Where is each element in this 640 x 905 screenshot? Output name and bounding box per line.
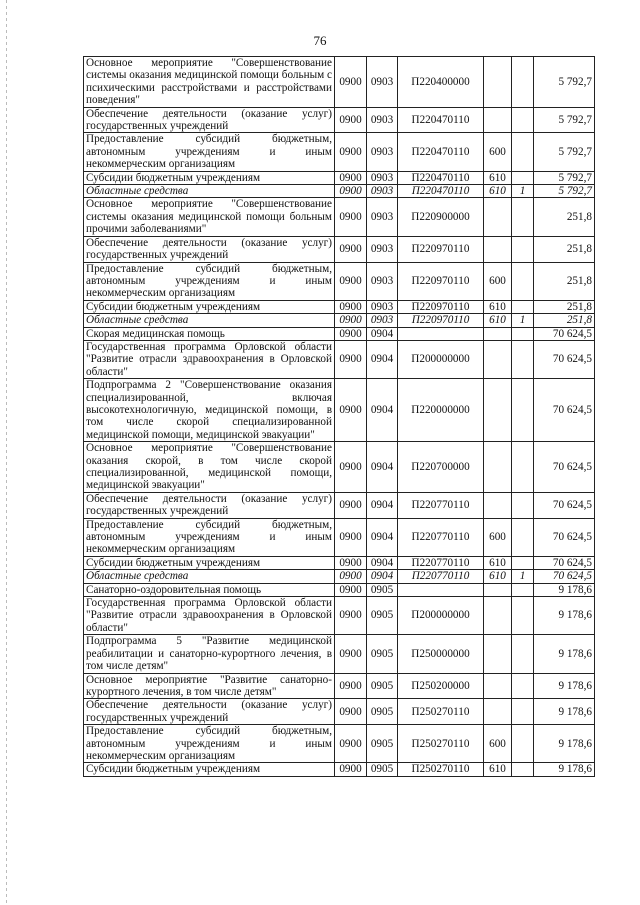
row-sum-cell: 9 178,6 — [534, 699, 595, 725]
row-sum-cell: 70 624,5 — [534, 340, 595, 378]
row-subsection-cell: 0905 — [367, 635, 398, 673]
row-section-cell: 0900 — [335, 262, 367, 300]
row-name-cell: Субсидии бюджетным учреждениям — [84, 763, 335, 776]
row-fund-source-cell — [512, 327, 534, 340]
row-section-cell: 0900 — [335, 314, 367, 327]
row-subsection-cell: 0905 — [367, 763, 398, 776]
page-number: 76 — [313, 33, 327, 48]
table-row — [84, 107, 595, 133]
row-name-cell: Предоставление субсидий бюджетным, автономным учреждениям и иным некоммерческим организациям — [84, 725, 335, 763]
row-sum-cell: 9 178,6 — [534, 583, 595, 596]
row-target-article-cell: П220000000 — [398, 379, 484, 442]
row-fund-source-cell — [512, 763, 534, 776]
row-name-cell: Обеспечение деятельности (оказание услуг) государственных учреждений — [84, 699, 335, 725]
table-row — [84, 379, 595, 442]
row-sum-cell: 5 792,7 — [534, 57, 595, 108]
row-target-article-cell: П220900000 — [398, 198, 484, 236]
row-section-cell: 0900 — [335, 236, 367, 262]
table-row — [84, 699, 595, 725]
row-subsection-cell: 0904 — [367, 340, 398, 378]
row-fund-source-cell — [512, 198, 534, 236]
row-target-article-cell — [398, 327, 484, 340]
row-target-article-cell: П250270110 — [398, 699, 484, 725]
row-name-cell: Основное мероприятие "Совершенствование системы оказания медицинской помощи больным с психическими расстройствами и расстройствами поведения" — [84, 57, 335, 108]
row-expense-type-cell: 610 — [484, 314, 512, 327]
row-fund-source-cell — [512, 725, 534, 763]
row-name-cell: Обеспечение деятельности (оказание услуг) государственных учреждений — [84, 492, 335, 518]
row-sum-cell: 70 624,5 — [534, 492, 595, 518]
row-name-cell: Обеспечение деятельности (оказание услуг) государственных учреждений — [84, 107, 335, 133]
row-target-article-cell: П220770110 — [398, 556, 484, 569]
row-name-cell: Предоставление субсидий бюджетным, автономным учреждениям и иным некоммерческим организациям — [84, 518, 335, 556]
row-expense-type-cell: 610 — [484, 300, 512, 313]
row-sum-cell: 70 624,5 — [534, 327, 595, 340]
table-row — [84, 236, 595, 262]
table-row — [84, 300, 595, 313]
row-target-article-cell: П200000000 — [398, 597, 484, 635]
row-fund-source-cell — [512, 171, 534, 184]
row-fund-source-cell — [512, 379, 534, 442]
table-row — [84, 262, 595, 300]
row-target-article-cell — [398, 583, 484, 596]
row-fund-source-cell — [512, 107, 534, 133]
row-fund-source-cell — [512, 492, 534, 518]
row-section-cell: 0900 — [335, 340, 367, 378]
row-section-cell: 0900 — [335, 300, 367, 313]
row-expense-type-cell — [484, 597, 512, 635]
row-name-cell: Подпрограмма 2 "Совершенствование оказания специализированной, включая высокотехнологичную, медицинской помощи, в том числе скорой специализированной медицинской помощи, медицинской эвакуации" — [84, 379, 335, 442]
row-section-cell: 0900 — [335, 725, 367, 763]
row-name-cell: Основное мероприятие "Совершенствование оказания скорой, в том числе скорой специализированной, медицинской помощи, медицинской эвакуации" — [84, 442, 335, 493]
row-sum-cell: 5 792,7 — [534, 133, 595, 171]
row-name-cell: Основное мероприятие "Совершенствование системы оказания медицинской помощи больным прочими заболеваниями" — [84, 198, 335, 236]
row-subsection-cell: 0903 — [367, 314, 398, 327]
row-target-article-cell: П220470110 — [398, 107, 484, 133]
row-target-article-cell: П220470110 — [398, 185, 484, 198]
row-subsection-cell: 0904 — [367, 379, 398, 442]
row-sum-cell: 5 792,7 — [534, 185, 595, 198]
row-subsection-cell: 0903 — [367, 262, 398, 300]
row-fund-source-cell — [512, 556, 534, 569]
row-name-cell: Обеспечение деятельности (оказание услуг) государственных учреждений — [84, 236, 335, 262]
row-expense-type-cell — [484, 673, 512, 699]
row-name-cell: Субсидии бюджетным учреждениям — [84, 556, 335, 569]
row-sum-cell: 9 178,6 — [534, 763, 595, 776]
row-subsection-cell: 0904 — [367, 492, 398, 518]
table-row — [84, 673, 595, 699]
row-expense-type-cell — [484, 699, 512, 725]
row-section-cell: 0900 — [335, 763, 367, 776]
row-sum-cell: 70 624,5 — [534, 379, 595, 442]
row-expense-type-cell — [484, 107, 512, 133]
row-section-cell: 0900 — [335, 198, 367, 236]
row-target-article-cell: П220970110 — [398, 314, 484, 327]
row-name-cell: Областные средства — [84, 314, 335, 327]
table-row — [84, 492, 595, 518]
row-section-cell: 0900 — [335, 379, 367, 442]
row-fund-source-cell — [512, 673, 534, 699]
row-section-cell: 0900 — [335, 635, 367, 673]
table-row — [84, 763, 595, 776]
row-name-cell: Предоставление субсидий бюджетным, автономным учреждениям и иным некоммерческим организациям — [84, 133, 335, 171]
row-target-article-cell: П220770110 — [398, 492, 484, 518]
row-expense-type-cell — [484, 198, 512, 236]
row-sum-cell: 251,8 — [534, 262, 595, 300]
table-row — [84, 725, 595, 763]
row-section-cell: 0900 — [335, 673, 367, 699]
row-expense-type-cell: 610 — [484, 570, 512, 583]
row-name-cell: Санаторно-оздоровительная помощь — [84, 583, 335, 596]
scan-edge-line — [6, 0, 7, 905]
row-sum-cell: 70 624,5 — [534, 518, 595, 556]
row-target-article-cell: П220770110 — [398, 570, 484, 583]
row-section-cell: 0900 — [335, 107, 367, 133]
row-name-cell: Областные средства — [84, 185, 335, 198]
table-row — [84, 57, 595, 108]
row-target-article-cell: П220970110 — [398, 236, 484, 262]
row-expense-type-cell — [484, 583, 512, 596]
row-section-cell: 0900 — [335, 327, 367, 340]
row-subsection-cell: 0905 — [367, 583, 398, 596]
row-section-cell: 0900 — [335, 699, 367, 725]
row-section-cell: 0900 — [335, 185, 367, 198]
row-subsection-cell: 0905 — [367, 597, 398, 635]
row-sum-cell: 70 624,5 — [534, 556, 595, 569]
row-target-article-cell: П220470110 — [398, 171, 484, 184]
row-fund-source-cell: 1 — [512, 314, 534, 327]
row-name-cell: Субсидии бюджетным учреждениям — [84, 300, 335, 313]
row-fund-source-cell — [512, 442, 534, 493]
row-sum-cell: 70 624,5 — [534, 442, 595, 493]
row-fund-source-cell — [512, 583, 534, 596]
row-expense-type-cell — [484, 492, 512, 518]
row-section-cell: 0900 — [335, 171, 367, 184]
row-sum-cell: 70 624,5 — [534, 570, 595, 583]
row-subsection-cell: 0903 — [367, 171, 398, 184]
row-expense-type-cell: 610 — [484, 763, 512, 776]
row-name-cell: Предоставление субсидий бюджетным, автономным учреждениям и иным некоммерческим организациям — [84, 262, 335, 300]
row-subsection-cell: 0903 — [367, 198, 398, 236]
table-row — [84, 442, 595, 493]
row-expense-type-cell — [484, 57, 512, 108]
row-name-cell: Государственная программа Орловской области "Развитие отрасли здравоохранения в Орловской области" — [84, 340, 335, 378]
row-target-article-cell: П220970110 — [398, 300, 484, 313]
table-row — [84, 597, 595, 635]
row-section-cell: 0900 — [335, 492, 367, 518]
row-section-cell: 0900 — [335, 556, 367, 569]
row-target-article-cell: П220400000 — [398, 57, 484, 108]
row-subsection-cell: 0904 — [367, 570, 398, 583]
row-target-article-cell: П200000000 — [398, 340, 484, 378]
row-section-cell: 0900 — [335, 57, 367, 108]
row-section-cell: 0900 — [335, 518, 367, 556]
row-target-article-cell: П220970110 — [398, 262, 484, 300]
row-subsection-cell: 0903 — [367, 300, 398, 313]
row-sum-cell: 9 178,6 — [534, 673, 595, 699]
row-expense-type-cell — [484, 236, 512, 262]
row-expense-type-cell — [484, 635, 512, 673]
row-name-cell: Основное мероприятие "Развитие санаторно-курортного лечения, в том числе детям" — [84, 673, 335, 699]
row-expense-type-cell: 610 — [484, 185, 512, 198]
row-sum-cell: 251,8 — [534, 314, 595, 327]
row-subsection-cell: 0903 — [367, 236, 398, 262]
row-target-article-cell: П250270110 — [398, 763, 484, 776]
row-sum-cell: 5 792,7 — [534, 171, 595, 184]
row-section-cell: 0900 — [335, 570, 367, 583]
row-subsection-cell: 0905 — [367, 673, 398, 699]
row-expense-type-cell: 600 — [484, 725, 512, 763]
row-fund-source-cell — [512, 236, 534, 262]
row-expense-type-cell — [484, 340, 512, 378]
table-row — [84, 556, 595, 569]
row-fund-source-cell — [512, 518, 534, 556]
row-fund-source-cell — [512, 635, 534, 673]
row-fund-source-cell — [512, 300, 534, 313]
row-sum-cell: 251,8 — [534, 300, 595, 313]
table-row — [84, 327, 595, 340]
row-fund-source-cell — [512, 57, 534, 108]
row-sum-cell: 9 178,6 — [534, 597, 595, 635]
row-expense-type-cell: 600 — [484, 518, 512, 556]
row-subsection-cell: 0903 — [367, 57, 398, 108]
table-row — [84, 570, 595, 583]
row-fund-source-cell — [512, 133, 534, 171]
row-expense-type-cell — [484, 442, 512, 493]
row-subsection-cell: 0903 — [367, 107, 398, 133]
row-expense-type-cell: 600 — [484, 262, 512, 300]
row-subsection-cell: 0903 — [367, 185, 398, 198]
row-subsection-cell: 0904 — [367, 518, 398, 556]
table-row — [84, 198, 595, 236]
row-target-article-cell: П250200000 — [398, 673, 484, 699]
row-name-cell: Подпрограмма 5 "Развитие медицинской реабилитации и санаторно-курортного лечения, в том числе детям" — [84, 635, 335, 673]
table-row — [84, 185, 595, 198]
row-name-cell: Областные средства — [84, 570, 335, 583]
row-subsection-cell: 0904 — [367, 327, 398, 340]
row-target-article-cell: П220470110 — [398, 133, 484, 171]
row-section-cell: 0900 — [335, 442, 367, 493]
row-section-cell: 0900 — [335, 133, 367, 171]
row-fund-source-cell — [512, 262, 534, 300]
table-row — [84, 171, 595, 184]
row-subsection-cell: 0905 — [367, 699, 398, 725]
row-sum-cell: 9 178,6 — [534, 725, 595, 763]
row-fund-source-cell: 1 — [512, 185, 534, 198]
row-subsection-cell: 0904 — [367, 556, 398, 569]
row-fund-source-cell: 1 — [512, 570, 534, 583]
table-row — [84, 635, 595, 673]
row-target-article-cell: П250000000 — [398, 635, 484, 673]
row-subsection-cell: 0903 — [367, 133, 398, 171]
row-expense-type-cell — [484, 379, 512, 442]
row-expense-type-cell: 610 — [484, 556, 512, 569]
row-section-cell: 0900 — [335, 583, 367, 596]
row-sum-cell: 5 792,7 — [534, 107, 595, 133]
row-sum-cell: 251,8 — [534, 236, 595, 262]
row-target-article-cell: П220770110 — [398, 518, 484, 556]
table-row — [84, 314, 595, 327]
table-body — [84, 57, 595, 777]
row-name-cell: Субсидии бюджетным учреждениям — [84, 171, 335, 184]
row-target-article-cell: П220700000 — [398, 442, 484, 493]
table-row — [84, 133, 595, 171]
row-sum-cell: 9 178,6 — [534, 635, 595, 673]
row-expense-type-cell: 600 — [484, 133, 512, 171]
budget-table — [83, 56, 595, 777]
row-name-cell: Государственная программа Орловской области "Развитие отрасли здравоохранения в Орловской области" — [84, 597, 335, 635]
row-fund-source-cell — [512, 699, 534, 725]
row-subsection-cell: 0904 — [367, 442, 398, 493]
row-expense-type-cell — [484, 327, 512, 340]
row-expense-type-cell: 610 — [484, 171, 512, 184]
row-sum-cell: 251,8 — [534, 198, 595, 236]
table-row — [84, 518, 595, 556]
table-row — [84, 583, 595, 596]
row-name-cell: Скорая медицинская помощь — [84, 327, 335, 340]
table-row — [84, 340, 595, 378]
row-subsection-cell: 0905 — [367, 725, 398, 763]
row-section-cell: 0900 — [335, 597, 367, 635]
row-fund-source-cell — [512, 340, 534, 378]
row-fund-source-cell — [512, 597, 534, 635]
row-target-article-cell: П250270110 — [398, 725, 484, 763]
